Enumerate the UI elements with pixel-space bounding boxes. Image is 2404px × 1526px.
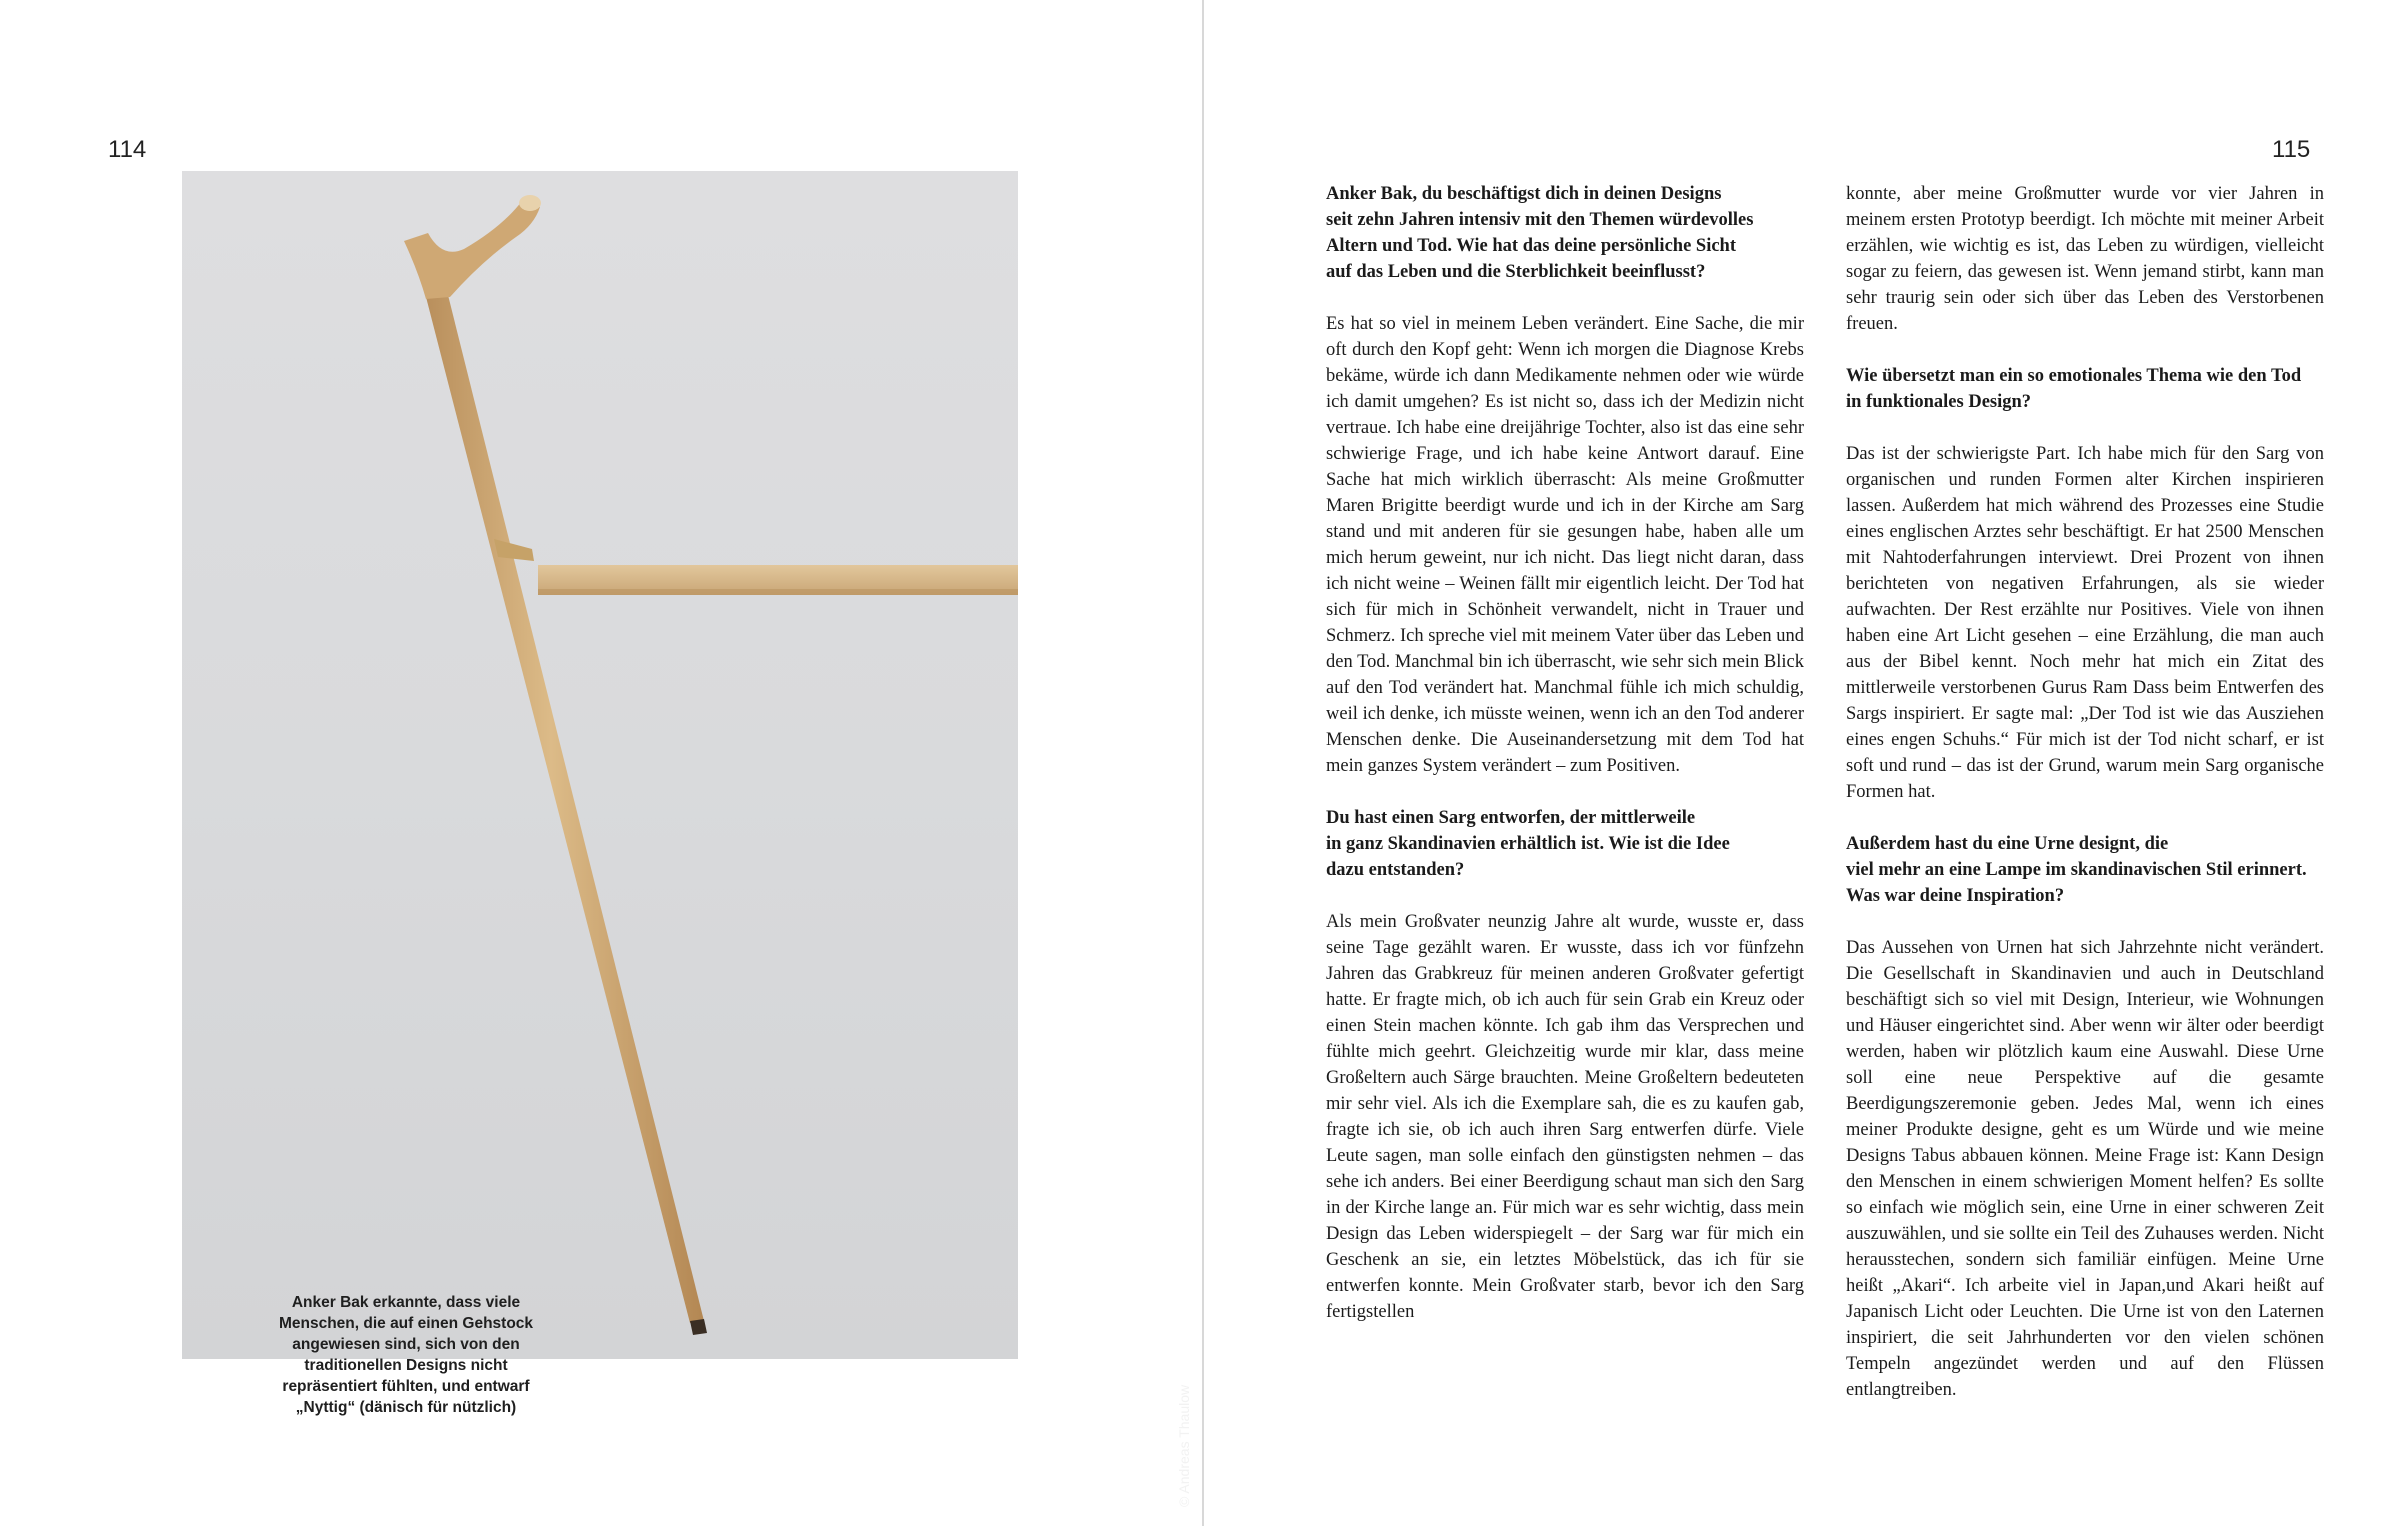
interview-answer: Als mein Großvater neunzig Jahre alt wurde, wusste er, dass seine Tage gezählt waren. Er wusste, dass ich vor fünfzehn Jahren das Grabkreuz für meinen anderen Großvater gefertigt hatte. Er fragte mich, ob ich auch für sein Grab ein Kreuz oder einen Stein machen könnte. Ich gab ihm das Versprechen und fühlte mich geehrt. Gleichzeitig wurde mir klar, dass meine Großeltern auch Särge brauchten. Meine Großeltern bedeuteten mir sehr viel. Als ich die Exemplare sah, die es zu kaufen gab, fragte ich sie, ob ich auch ihren Sarg entwerfen dürfe. Viele Leute sagen, man solle einfach den günstigsten nehmen – das sehe ich anders. Bei einer Beerdigung schaut man sich den Sarg in der Kirche lange an. Für mich war es sehr wichtig, dass mein Design das Leben widerspiegelt – der Sarg war für mich ein Geschenk an sie, ein letztes Möbelstück, das ich für sie entwerfen konnte. Mein Großvater starb, bevor ich den Sarg fertigstellen [1326, 912, 1804, 1322]
caption-line: Anker Bak erkannte, dass viele [291, 1294, 521, 1311]
page-spine [1202, 0, 1204, 1526]
cane-shaft [426, 295, 704, 1323]
interview-answer: konnte, aber meine Großmutter wurde vor vier Jahren in meinem ersten Prototyp beerdigt. Ich möchte mit meiner Arbeit erzählen, wie wichtig es ist, das Leben zu würdigen, vielleicht sogar zu feiern, das gewesen ist. Wenn jemand stirbt, kann man sehr traurig sein oder sich über das Leben des Verstorbenen freuen. [1846, 184, 2324, 334]
question-line: in funktionales Design? [1846, 392, 2032, 412]
question-line: Wie übersetzt man ein so emotionales Thema wie den Tod [1846, 366, 2302, 386]
interview-question [1326, 181, 1804, 285]
cane-tip [690, 1319, 707, 1335]
question-line: dazu entstanden? [1326, 860, 1465, 880]
question-line: seit zehn Jahren intensiv mit den Themen würdevolles [1326, 210, 1754, 230]
cane-illustration [182, 171, 1018, 1359]
question-line: in ganz Skandinavien erhältlich ist. Wie ist die Idee [1326, 834, 1730, 854]
article-column-2 [1846, 181, 2324, 1403]
interview-answer: Es hat so viel in meinem Leben verändert. Eine Sache, die mir oft durch den Kopf geht: Wenn ich morgen die Diagnose Krebs bekäme, würde ich dann Medikamente nehmen oder wie würde ich damit umgehen? Es ist nicht so, dass ich der Medizin nicht vertraue. Ich habe eine dreijährige Tochter, also ist das eine sehr schwierige Frage, und ich habe keine Antwort darauf. Eine Sache hat mich wirklich überrascht: Als meine Großmutter Maren Brigitte beerdigt wurde und ich in der Kirche am Sarg stand und mit anderen für sie gesungen habe, haben alle um mich herum geweint, nur ich nicht. Das liegt nicht daran, dass ich nicht weine – Weinen fällt mir eigentlich leicht. Der Tod hat sich für mich in Schönheit verwandelt, nicht in Trauer und Schmerz. Ich spreche viel mit meinem Vater über das Leben und den Tod. Manchmal bin ich überrascht, wie sehr sich mein Blick auf den Tod verändert hat. Manchmal fühle ich mich schuldig, weil ich denke, ich müsste weinen, wenn ich an den Tod anderer Menschen denke. Die Auseinandersetzung mit dem Tod hat mein ganzes System verändert – zum Positiven. [1326, 314, 1804, 776]
interview-question [1326, 805, 1804, 883]
caption-line: repräsentiert fühlten, und entwarf [282, 1378, 530, 1395]
cane-handle [404, 201, 540, 299]
question-line: Außerdem hast du eine Urne designt, die [1846, 834, 2169, 854]
question-line: viel mehr an eine Lampe im skandinavischen Stil erinnert. [1846, 860, 2307, 880]
question-line: Anker Bak, du beschäftigst dich in deinen Designs [1326, 184, 1722, 204]
article-column-1 [1326, 181, 1804, 1325]
photo-caption [262, 1292, 550, 1418]
question-line: Altern und Tod. Wie hat das deine persönliche Sicht [1326, 236, 1736, 256]
caption-line: „Nyttig“ (dänisch für nützlich) [295, 1399, 517, 1416]
interview-answer: Das ist der schwierigste Part. Ich habe mich für den Sarg von organischen und runden Formen alter Kirchen inspirieren lassen. Außerdem hat mich während des Prozesses eine Studie eines englischen Arztes sehr beschäftigt. Er hat 2500 Menschen mit Nahtoderfahrungen interviewt. Drei Prozent von ihnen berichteten von negativen Erfahrungen, als sie wieder aufwachten. Der Rest erzählte nur Positives. Viele von ihnen haben eine Art Licht gesehen – eine Erzählung, die man auch aus der Bibel kennt. Noch mehr hat mich ein Zitat des mittlerweile verstorbenen Gurus Ram Dass beim Entwerfen des Sargs inspiriert. Er sagte mal: „Der Tod ist wie das Ausziehen eines engen Schuhs.“ Für mich ist der Tod nicht scharf, er ist soft und rund – das ist der Grund, warum mein Sarg organische Formen hat. [1846, 444, 2324, 802]
interview-question [1846, 831, 2324, 909]
question-line: Was war deine Inspiration? [1846, 886, 2065, 906]
caption-line: angewiesen sind, sich von den [292, 1336, 520, 1353]
photo-credit: © Andreas Thaulow [1176, 1384, 1192, 1507]
question-line: auf das Leben und die Sterblichkeit beeinflusst? [1326, 262, 1706, 282]
question-line: Du hast einen Sarg entworfen, der mittlerweile [1326, 808, 1696, 828]
caption-line: Menschen, die auf einen Gehstock [278, 1315, 534, 1332]
caption-line: traditionellen Designs nicht [304, 1357, 508, 1374]
interview-answer: Das Aussehen von Urnen hat sich Jahrzehnte nicht verändert. Die Gesellschaft in Skandinavien und auch in Deutschland beschäftigt sich so viel mit Design, Interieur, wie Wohnungen und Häuser eingerichtet sind. Aber wenn wir älter oder beerdigt werden, haben wir plötzlich kaum eine Auswahl. Diese Urne soll eine neue Perspektive auf die gesamte Beerdigungszeremonie geben. Jedes Mal, wenn ich eines meiner Produkte designe, geht es um Würde und wie meine Designs Tabus abbauen können. Meine Frage ist: Kann Design den Menschen in einem schwierigen Moment helfen? Es sollte so einfach wie möglich sein, eine Urne in einer schweren Zeit auszuwählen, und sie sollte ein Teil des Zuhauses werden. Nicht herausstechen, sondern sich familiär einfügen. Meine Urne heißt „Akari“. Ich arbeite viel in Japan,und Akari heißt auf Japanisch Licht oder Leuchten. Die Urne ist von den Laternen inspiriert, die seit Jahrhunderten vor den vielen schönen Tempeln angezündet werden und auf den Flüssen entlangtreiben. [1846, 938, 2324, 1400]
interview-question [1846, 363, 2324, 415]
page-number-left: 114 [108, 136, 147, 163]
page-number-right: 115 [2272, 136, 2311, 163]
